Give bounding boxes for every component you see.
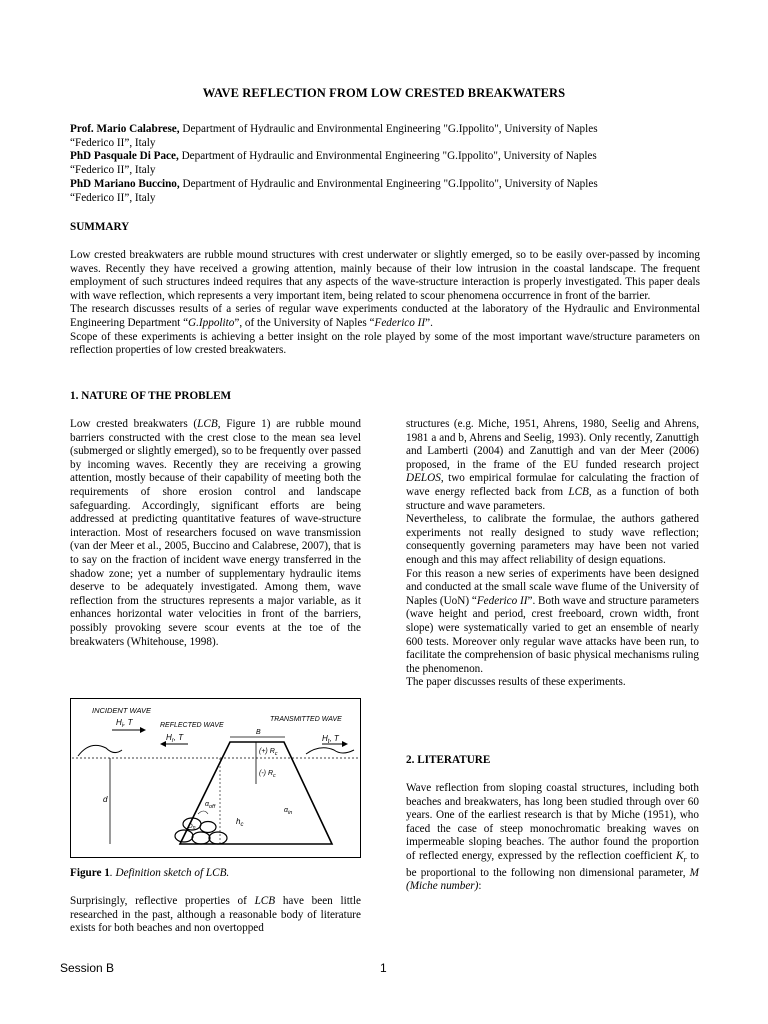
author-affiliation-line2: “Federico II”, Italy	[70, 191, 156, 204]
crest-width-label: B	[256, 729, 261, 736]
author-name: PhD Pasquale Di Pace,	[70, 150, 179, 162]
author-2	[70, 150, 700, 177]
author-name: PhD Mariano Buccino,	[70, 178, 180, 190]
right-paragraph-4: The paper discusses results of these experiments.	[406, 676, 626, 689]
negative-freeboard-label: (-) $R_c$	[259, 770, 276, 779]
author-3	[70, 178, 700, 205]
author-affiliation: Department of Hydraulic and Environmental Engineering "G.Ippolito", University of Naples	[179, 123, 598, 135]
summary-body	[70, 249, 700, 358]
depth-label: d	[103, 795, 108, 804]
summary-paragraph-3: Scope of these experiments is achieving a better insight on the role played by some of the most important wave/structure parameters on reflection properties of low crested breakwaters.	[70, 330, 700, 357]
transmitted-wave-label: TRANSMITTED WAVE	[270, 716, 342, 723]
author-1	[70, 123, 700, 150]
section-2-paragraph: Wave reflection from sloping coastal structures, including both beaches and breakwaters, has long been studied through over 60 years. One of the earliest research is that by Miche (1951), who faced the case of steep monochromatic breaking waves on impermeable sloping beaches. The author found the proportion of reflected energy, expressed by the reflection coefficient $K_r$ to be proportional to the following non dimensional parameter, M (Miche number):	[406, 782, 700, 893]
section-1-heading: 1. NATURE OF THE PROBLEM	[70, 390, 232, 402]
positive-freeboard-label: (+) $R_c$	[259, 748, 278, 757]
section-2-heading: 2. LITERATURE	[406, 754, 491, 766]
left-column-paragraph-1: Low crested breakwaters (LCB, Figure 1) are rubble mound barriers constructed with the crest close to the mean sea level (submerged or slightly emerged), so to be frequently over passed by incoming waves. Recently they are receiving a growing attention, mostly because of their capability of meeting both the requirements of shore erosion control and landscape safeguarding. Accordingly, significant efforts are being addressed at predicting quantitative features of wave-structure interaction. Most of researchers focused on wave transmission (van der Meer et al., 2005, Buccino and Calabrese, 2007), that is to say on the fraction of incident wave energy transferred in the shadow zone; yet a number of supplementary hydraulic items deserve to be adequately investigated. Among them, wave reflection from the structures represents a major variable, as it enhances horizontal water velocities in front of the barriers, possibly provoking severe scour events at the toe of the breakwaters (Whitehouse, 1998).	[70, 418, 361, 648]
author-affiliation-line2: “Federico II”, Italy	[70, 136, 156, 149]
hr-label: $H_r$, T	[166, 733, 184, 744]
hi-label: $H_i$, T	[116, 718, 133, 729]
author-affiliation: Department of Hydraulic and Environmental Engineering "G.Ippolito", University of Naples	[178, 150, 597, 162]
right-paragraph-3: For this reason a new series of experiments have been designed and conducted at the small scale wave flume of the University of Naples (UoN) “Federico II”. Both wave and structure parameters (wave height and period, crest freeboard, crown width, front slope) were systematically varied to get an ensemble of nearly 600 tests. Moreover only regular wave attacks have been run, to facilitate the comprehension of basic physical mechanisms ruling the phenomenon.	[406, 567, 699, 675]
figure-1-caption: Figure 1. Definition sketch of LCB.	[70, 867, 230, 879]
paper-title: WAVE REFLECTION FROM LOW CRESTED BREAKWATERS	[202, 86, 566, 100]
footer-page-number: 1	[380, 961, 387, 975]
right-paragraph-2: Nevertheless, to calibrate the formulae, the authors gathered experiments not really designed to study wave reflection; consequently governing parameters may have been not varied enough and this may affect reliability of design equations.	[406, 513, 699, 566]
structure-height-label: $h_c$	[236, 817, 244, 828]
incident-wave-label: INCIDENT WAVE	[92, 706, 152, 715]
summary-paragraph-1: Low crested breakwaters are rubble mound structures with crest underwater or slightly emerged, so to be easily over-passed by incoming waves. Recently they have received a growing attention, mainly because of their low intrusion in the coastal landscape. The frequent employment of such structures indeed requires that any aspects of the wave-structure interaction is properly investigated. This paper deals with wave reflection, which represents a very important item, being related to scour phenomena occurrence in front of the barrier.	[70, 249, 700, 302]
offshore-slope-angle-label: $\alpha_{off}$	[205, 801, 216, 810]
summary-paragraph-2: The research discusses results of a series of regular wave experiments conducted at the laboratory of the Hydraulic and Environmental Engineering Department “G.Ippolito”, of the University of Naples “Federico II”.	[70, 303, 700, 329]
right-paragraph-1: structures (e.g. Miche, 1951, Ahrens, 1980, Seelig and Ahrens, 1981 a and b, Ahrens and Seelig, 1993). Only recently, Zanuttigh and Lamberti (2004) and Zanuttigh and van der Meer (2006) proposed, in the frame of the EU funded research project DELOS, two empirical formulae for calculating the fraction of wave energy reflected back from LCB, as a function of both structure and wave parameters.	[406, 418, 699, 512]
right-column-text	[406, 418, 699, 690]
footer-session: Session B	[60, 961, 115, 975]
inshore-slope-angle-label: $\alpha_{in}$	[284, 807, 293, 816]
lcb-definition-sketch	[70, 698, 361, 858]
left-column-paragraph-2: Surprisingly, reflective properties of LCB have been little researched in the past, although a reasonable body of literature exists for both beaches and non overtopped	[70, 895, 361, 935]
summary-heading: SUMMARY	[70, 221, 130, 233]
ht-label: $H_t$, T	[322, 734, 339, 745]
nominal-diameter-label: Dn	[188, 823, 196, 831]
author-affiliation: Department of Hydraulic and Environmental Engineering "G.Ippolito", University of Naples	[179, 178, 598, 190]
author-name: Prof. Mario Calabrese,	[70, 123, 180, 135]
author-affiliation-line2: “Federico II”, Italy	[70, 163, 156, 176]
figure-1	[70, 698, 361, 858]
reflected-wave-label: REFLECTED WAVE	[160, 722, 224, 729]
